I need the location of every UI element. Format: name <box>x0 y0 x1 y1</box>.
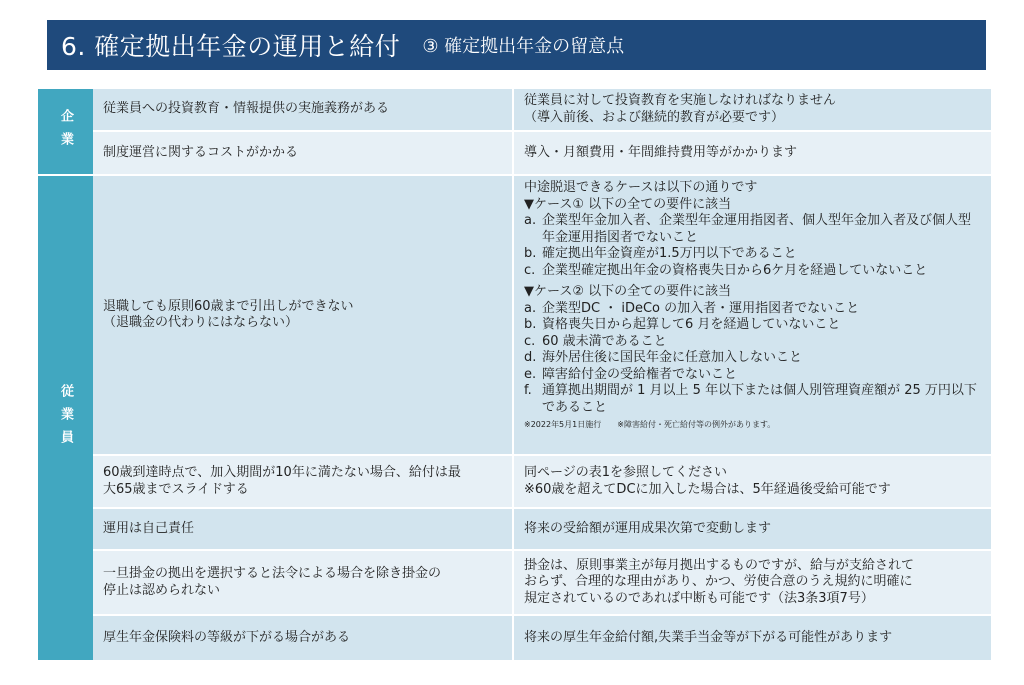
table-row-left <box>93 509 512 549</box>
cell-text: ※60歳を超えてDCに加入した場合は、5年経過後受給可能です <box>524 481 891 497</box>
list-item: a. 企業型年金加入者、企業型年金運用指図者、個人型年金加入者及び個人型年金運用指図者でないこと <box>524 213 972 245</box>
cell-text: 制度運営に関するコストがかかる <box>103 144 299 160</box>
cell-text: 同ページの表1を参照してください <box>524 465 728 480</box>
cell-text: 将来の厚生年金給付額,失業手当金等が下がる可能性があります <box>524 629 893 645</box>
cell-text: 規定されているのであれば中断も可能です（法3条3項7号） <box>524 590 874 606</box>
cell-text: （退職金の代わりにはならない） <box>103 315 299 330</box>
table-row-right <box>514 509 991 549</box>
list-item: c. 60 歳未満であること <box>524 333 667 349</box>
list-item: c. 企業型確定拠出年金の資格喪失日から6ケ月を経過していないこと <box>524 262 928 278</box>
footnote: ※2022年5月1日施行 ※障害給付・死亡給付等の例外があります。 <box>524 420 776 429</box>
cell-text: 掛金は、原則事業主が毎月拠出するものですが、給与が支給されて <box>524 557 915 573</box>
table-row-right <box>514 89 991 130</box>
table-row-right <box>514 456 991 507</box>
cell-text: 運用は自己責任 <box>103 520 195 536</box>
cell-text: 従業員への投資教育・情報提供の実施義務がある <box>103 101 390 117</box>
cell-text: おらず、合理的な理由があり、かつ、労使合意のうえ規約に明確に <box>524 574 913 590</box>
page-subtitle: ③ 確定拠出年金の留意点 <box>422 36 625 57</box>
withdrawal-intro: 中途脱退できるケースは以下の通りです <box>524 180 758 195</box>
cell-text: 将来の受給額が運用成果次第で変動します <box>524 520 772 536</box>
list-item: f. 通算拠出期間が 1 月以上 5 年以下または個人別管理資産額が 25 万円以下であること <box>524 383 977 415</box>
category-company-label: 企業 <box>58 108 73 155</box>
title-bar <box>47 20 986 70</box>
page-title: 6. 確定拠出年金の運用と給付 <box>61 32 401 61</box>
table-row-left <box>93 551 512 614</box>
list-item: d. 海外居住後に国民年金に任意加入しないこと <box>524 350 803 365</box>
case2-title: ▼ケース② 以下の全ての要件に該当 <box>524 284 732 299</box>
table-row-left <box>93 176 512 454</box>
cell-text: 導入・月額費用・年間維持費用等がかかります <box>524 144 798 160</box>
category-company <box>38 89 93 174</box>
cell-text: 従業員に対して投資教育を実施しなければなりません <box>524 93 837 108</box>
table-row-right <box>514 132 991 174</box>
list-item: b. 資格喪失日から起算して6 月を経過していないこと <box>524 317 841 332</box>
table-row-left <box>93 616 512 660</box>
list-item: b. 確定拠出年金資産が1.5万円以下であること <box>524 246 797 261</box>
table-row-left <box>93 89 512 130</box>
table-row-right <box>514 551 991 614</box>
list-item: a. 企業型DC ・ iDeCo の加入者・運用指図者でないこと <box>524 300 860 316</box>
cell-text: 大65歳までスライドする <box>103 481 249 497</box>
table-row-left <box>93 132 512 174</box>
category-employee <box>38 176 93 660</box>
list-item: e. 障害給付金の受給権者でないこと <box>524 366 738 382</box>
cell-text: （導入前後、および継続的教育が必要です） <box>524 109 785 125</box>
table-row-right <box>514 176 991 454</box>
category-employee-label: 従業員 <box>58 383 73 453</box>
cell-text: 一旦掛金の拠出を選択すると法令による場合を除き掛金の <box>103 566 442 581</box>
table-row-left <box>93 456 512 507</box>
table-row-right <box>514 616 991 660</box>
cell-text: 60歳到達時点で、加入期間が10年に満たない場合、給付は最 <box>103 465 461 480</box>
case1-title: ▼ケース① 以下の全ての要件に該当 <box>524 196 732 212</box>
cell-text: 停止は認められない <box>103 582 221 598</box>
cell-text: 退職しても原則60歳まで引出しができない <box>103 298 354 314</box>
cell-text: 厚生年金保険料の等級が下がる場合がある <box>103 629 351 645</box>
